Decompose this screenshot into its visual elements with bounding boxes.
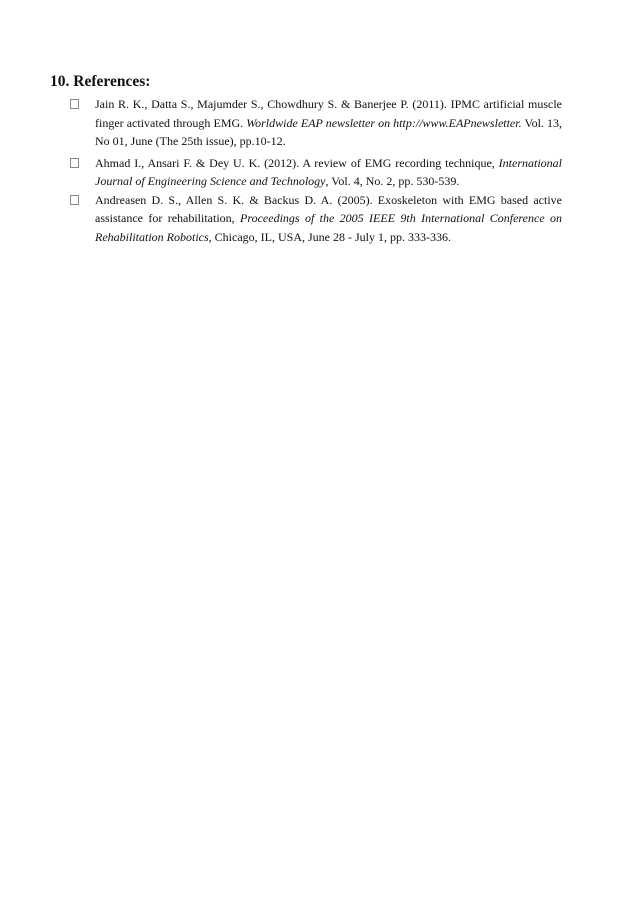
reference-authors-title: Andreasen D. S., Allen S. K. & Backus D. A. (2005). Exoskeleton with EMG based active assistance for rehabilitation, [95, 192, 562, 225]
reference-source: Proceedings of the 2005 IEEE 9th International Conference on Rehabilitation Robotics, [95, 211, 563, 244]
reference-list [70, 95, 562, 246]
reference-item [70, 95, 562, 151]
reference-source: International Journal of Engineering Science and Technology [95, 155, 562, 188]
section-heading: 10. References: [50, 73, 151, 90]
reference-details: Vol. 13, No 01, June (The 25th issue), pp.10-12. [95, 115, 562, 148]
checkbox-bullet-icon [70, 158, 79, 168]
reference-item [70, 191, 562, 247]
reference-details: , Vol. 4, No. 2, pp. 530-539. [325, 174, 460, 188]
reference-item [70, 154, 562, 191]
reference-authors-title: Ahmad I., Ansari F. & Dey U. K. (2012). A review of EMG recording technique, [95, 155, 499, 170]
reference-source: Worldwide EAP newsletter on http://www.EAPnewsletter. [246, 115, 522, 130]
checkbox-bullet-icon [70, 195, 79, 205]
checkbox-bullet-icon [70, 99, 79, 109]
reference-details: Chicago, IL, USA, June 28 - July 1, pp. 333-336. [211, 229, 451, 244]
reference-authors-title: Jain R. K., Datta S., Majumder S., Chowdhury S. & Banerjee P. (2011). IPMC artificial muscle finger activated through EMG. [95, 97, 562, 130]
